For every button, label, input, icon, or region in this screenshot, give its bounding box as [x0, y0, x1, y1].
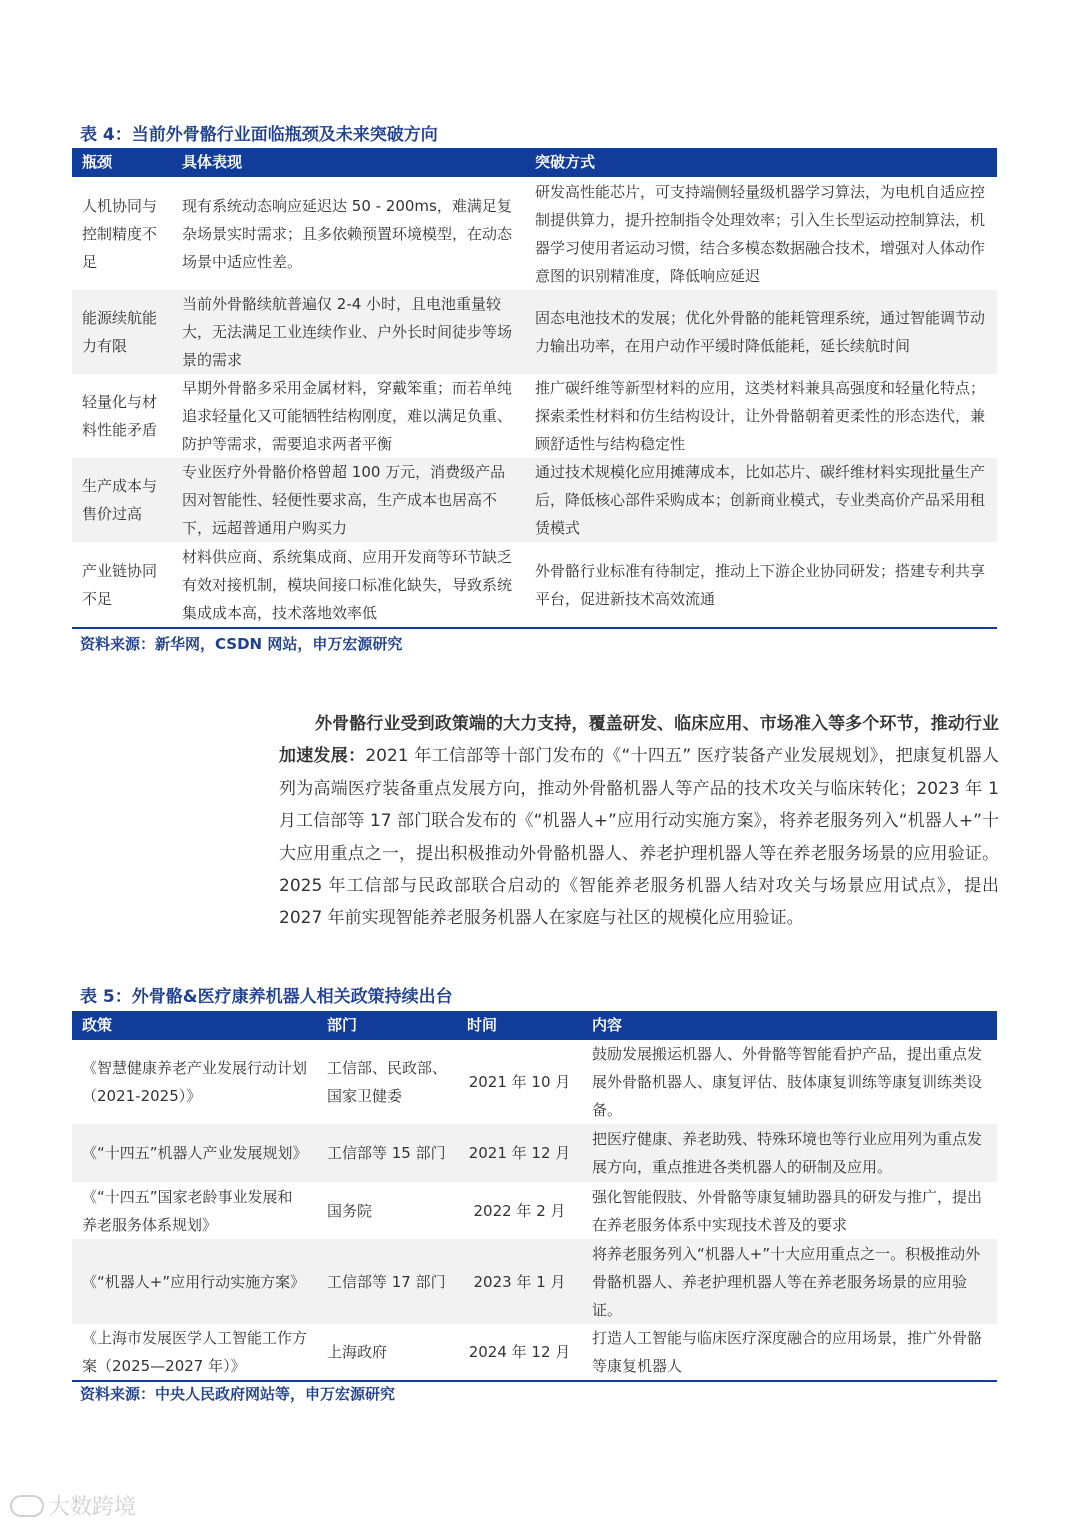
table5-cell-policy: 《上海市发展医学人工智能工作方案（2025—2027 年）》: [72, 1324, 317, 1381]
table4-cell-breakthrough: 外骨骼行业标准有待制定，推动上下游企业协同研发；搭建专利共享平台，促进新技术高效流通: [525, 542, 997, 628]
table4-cell-bottleneck: 产业链协同不足: [72, 542, 172, 628]
table5-caption: 表 5：外骨骼&医疗康养机器人相关政策持续出台: [80, 987, 453, 1007]
table5-cell-policy: 《“机器人+”应用行动实施方案》: [72, 1239, 317, 1324]
table5-header-content: 内容: [582, 1011, 997, 1040]
table-row: [72, 458, 997, 542]
table5-header-department: 部门: [317, 1011, 457, 1040]
table-row: [72, 1124, 997, 1182]
table-row: [72, 1040, 997, 1124]
paragraph-lead: 外骨骼行业受到政策端的大力支持，覆盖研发、临床应用、市场准入等多个环节，推动行业加速发展：: [279, 714, 999, 767]
table-row: [72, 290, 997, 374]
watermark-logo-icon: [10, 1495, 44, 1517]
table5-cell-content: 鼓励发展搬运机器人、外骨骼等智能看护产品，提出重点发展外骨骼机器人、康复评估、肢体康复训练等康复训练类设备。: [592, 1045, 983, 1119]
table-row: [72, 542, 997, 628]
table5-cell-content: 将养老服务列入“机器人+”十大应用重点之一。积极推动外骨骼机器人、养老护理机器人等在养老服务场景的应用验证。: [582, 1239, 997, 1324]
table5-cell-department: 工信部等 17 部门: [317, 1239, 457, 1324]
table5-cell-policy: 《“十四五”机器人产业发展规划》: [72, 1124, 317, 1182]
table5-cell-department: 国务院: [327, 1201, 373, 1220]
table5: [72, 1011, 997, 1382]
table4-cell-bottleneck: 生产成本与售价过高: [72, 458, 172, 542]
table5-cell-time: 2024 年 12 月: [457, 1324, 582, 1381]
table4-header-symptoms: 具体表现: [172, 148, 525, 177]
watermark: [10, 1490, 136, 1521]
table5-cell-content: 强化智能假肢、外骨骼等康复辅助器具的研发与推广，提出在养老服务体系中实现技术普及的要求: [592, 1187, 983, 1234]
table4-header-bottleneck: 瓶颈: [72, 148, 172, 177]
policy-paragraph: [279, 708, 999, 935]
table4-cell-symptoms: 当前外骨骼续航普遍仅 2-4 小时，且电池重量较大，无法满足工业连续作业、户外长时间徒步等场景的需求: [172, 290, 525, 374]
table5-cell-policy: 《智慧健康养老产业发展行动计划（2021-2025）》: [82, 1059, 308, 1105]
paragraph-body: 2021 年工信部等十部门发布的《“十四五” 医疗装备产业发展规划》，把康复机器人列为高端医疗装备重点发展方向，推动外骨骼机器人等产品的技术攻关与临床转化；2023 年 1 月工信部等 17 部门联合发布的《“机器人+”应用行动实施方案》，将养老服务列入“机器人+”十大应用重点之一，提出积极推动外骨骼机器人、养老护理机器人等在养老服务场景的应用验证。2025 年工信部与民政部联合启动的《智能养老服务机器人结对攻关与场景应用试点》，提出 2027 年前实现智能养老服务机器人在家庭与社区的规模化应用验证。: [279, 746, 1000, 929]
table4-cell-breakthrough: 通过技术规模化应用摊薄成本，比如芯片、碳纤维材料实现批量生产后，降低核心部件采购成本；创新商业模式，专业类高价产品采用租赁模式: [525, 458, 997, 542]
table5-cell-time: 2021 年 12 月: [457, 1124, 582, 1182]
table4-source: 资料来源：新华网，CSDN 网站，申万宏源研究: [80, 635, 403, 653]
table4-cell-symptoms: 专业医疗外骨骼价格曾超 100 万元，消费级产品因对智能性、轻便性要求高，生产成本也居高不下，远超普通用户购买力: [172, 458, 525, 542]
table4-caption: 表 4：当前外骨骼行业面临瓶颈及未来突破方向: [80, 125, 438, 145]
table5-cell-policy: 《“十四五”国家老龄事业发展和养老服务体系规划》: [82, 1187, 293, 1234]
table5-source: 资料来源：中央人民政府网站等，申万宏源研究: [80, 1385, 396, 1403]
table4-cell-symptoms: 现有系统动态响应延迟达 50 - 200ms，难满足复杂场景实时需求；且多依赖预置环境模型，在动态场景中适应性差。: [182, 196, 513, 271]
table-row: [72, 1324, 997, 1381]
table-row: [72, 374, 997, 458]
table4-cell-symptoms: 早期外骨骼多采用金属材料，穿戴笨重；而若单纯追求轻量化又可能牺牲结构刚度，难以满足负重、防护等需求，需要追求两者平衡: [182, 379, 513, 453]
table5-cell-time: 2021 年 10 月: [468, 1073, 571, 1091]
table5-cell-content: 打造人工智能与临床医疗深度融合的应用场景，推广外骨骼等康复机器人: [582, 1324, 997, 1381]
table5-cell-time: 2022 年 2 月: [473, 1201, 566, 1220]
table4-cell-symptoms: 材料供应商、系统集成商、应用开发商等环节缺乏有效对接机制，模块间接口标准化缺失，导致系统集成成本高，技术落地效率低: [172, 542, 525, 628]
table-row: [72, 1182, 997, 1239]
watermark-text: 大数跨境: [48, 1495, 137, 1520]
table4-cell-bottleneck: 轻量化与材料性能矛盾: [82, 393, 158, 439]
table5-header-time: 时间: [457, 1011, 582, 1040]
table-row: [72, 1239, 997, 1324]
table5-header-row: [72, 1011, 997, 1040]
table5-cell-content: 把医疗健康、养老助残、特殊环境也等行业应用列为重点发展方向，重点推进各类机器人的研制及应用。: [582, 1124, 997, 1182]
table4-cell-breakthrough: 固态电池技术的发展；优化外骨骼的能耗管理系统，通过智能调节动力输出功率，在用户动作平缓时降低能耗，延长续航时间: [525, 290, 997, 374]
table4: [72, 148, 997, 629]
table5-cell-department: 上海政府: [317, 1324, 457, 1381]
table5-cell-department: 工信部、民政部、国家卫健委: [327, 1059, 448, 1105]
table4-cell-bottleneck: 能源续航能力有限: [72, 290, 172, 374]
table4-cell-bottleneck: 人机协同与控制精度不足: [82, 196, 158, 271]
table5-cell-time: 2023 年 1 月: [457, 1239, 582, 1324]
table4-header-row: [72, 148, 997, 177]
table5-cell-department: 工信部等 15 部门: [317, 1124, 457, 1182]
table4-cell-breakthrough: 推广碳纤维等新型材料的应用，这类材料兼具高强度和轻量化特点；探索柔性材料和仿生结构设计，让外骨骼朝着更柔性的形态迭代，兼顾舒适性与结构稳定性: [535, 379, 986, 453]
table4-cell-breakthrough: 研发高性能芯片，可支持端侧轻量级机器学习算法，为电机自适应控制提供算力，提升控制指令处理效率；引入生长型运动控制算法，机器学习使用者运动习惯，结合多模态数据融合技术，增强对人体动作意图的识别精准度，降低响应延迟: [535, 182, 986, 285]
table-row: [72, 177, 997, 290]
table5-header-policy: 政策: [72, 1011, 317, 1040]
table4-header-breakthrough: 突破方式: [525, 148, 997, 177]
